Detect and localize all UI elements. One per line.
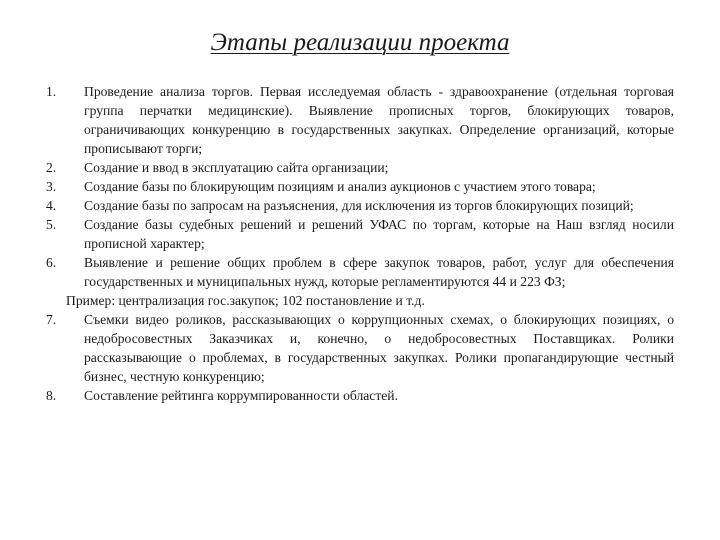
item-number: 2. [46, 160, 57, 175]
item-text: Создание и ввод в эксплуатацию сайта организации; [84, 160, 389, 175]
example-note: Пример: централизация гос.закупок; 102 постановление и т.д. [66, 293, 425, 308]
list-item [46, 196, 674, 215]
list-item [46, 158, 674, 177]
list-item [46, 310, 674, 386]
item-number: 1. [46, 84, 57, 99]
list-item [46, 177, 674, 196]
item-text: Создание базы по блокирующим позициям и анализ аукционов с участием этого товара; [84, 179, 596, 194]
slide-title: Этапы реализации проекта [210, 29, 510, 56]
item-text: Съемки видео роликов, рассказывающих о коррупционных схемах, о блокирующих позициях, о недобросовестных Заказчиках и, конечно, о недобросовестных Поставщиках. Ролики рассказывающие о проблемах, в государственных закупках. Ролики пропагандирующие честный бизнес, честную конкуренцию; [84, 312, 674, 384]
list-item [46, 253, 674, 291]
item-text: Создание базы судебных решений и решений УФАС по торгам, которые на Наш взгляд носили прописной характер; [84, 217, 674, 251]
item-text: Создание базы по запросам на разъяснения, для исключения из торгов блокирующих позиций; [84, 198, 634, 213]
item-number: 6. [46, 255, 57, 270]
item-text: Проведение анализа торгов. Первая исследуемая область - здравоохранение (отдельная торговая группа перчатки медицинские). Выявление прописных торгов, блокирующих товаров, ограничивающих конкуренцию в государственных закупках. Определение организаций, которые прописывают торги; [84, 84, 674, 156]
item-number: 7. [46, 312, 57, 327]
stages-list [46, 82, 674, 405]
item-text: Составление рейтинга коррумпированности областей. [84, 388, 398, 403]
item-number: 4. [46, 198, 57, 213]
list-item [46, 386, 674, 405]
item-number: 8. [46, 388, 57, 403]
item-text: Выявление и решение общих проблем в сфере закупок товаров, работ, услуг для обеспечения государственных и муниципальных нужд, которые регламентируются 44 и 223 ФЗ; [84, 255, 674, 289]
list-item [46, 215, 674, 253]
list-item [46, 82, 674, 158]
item-number: 3. [46, 179, 57, 194]
item-number: 5. [46, 217, 57, 232]
